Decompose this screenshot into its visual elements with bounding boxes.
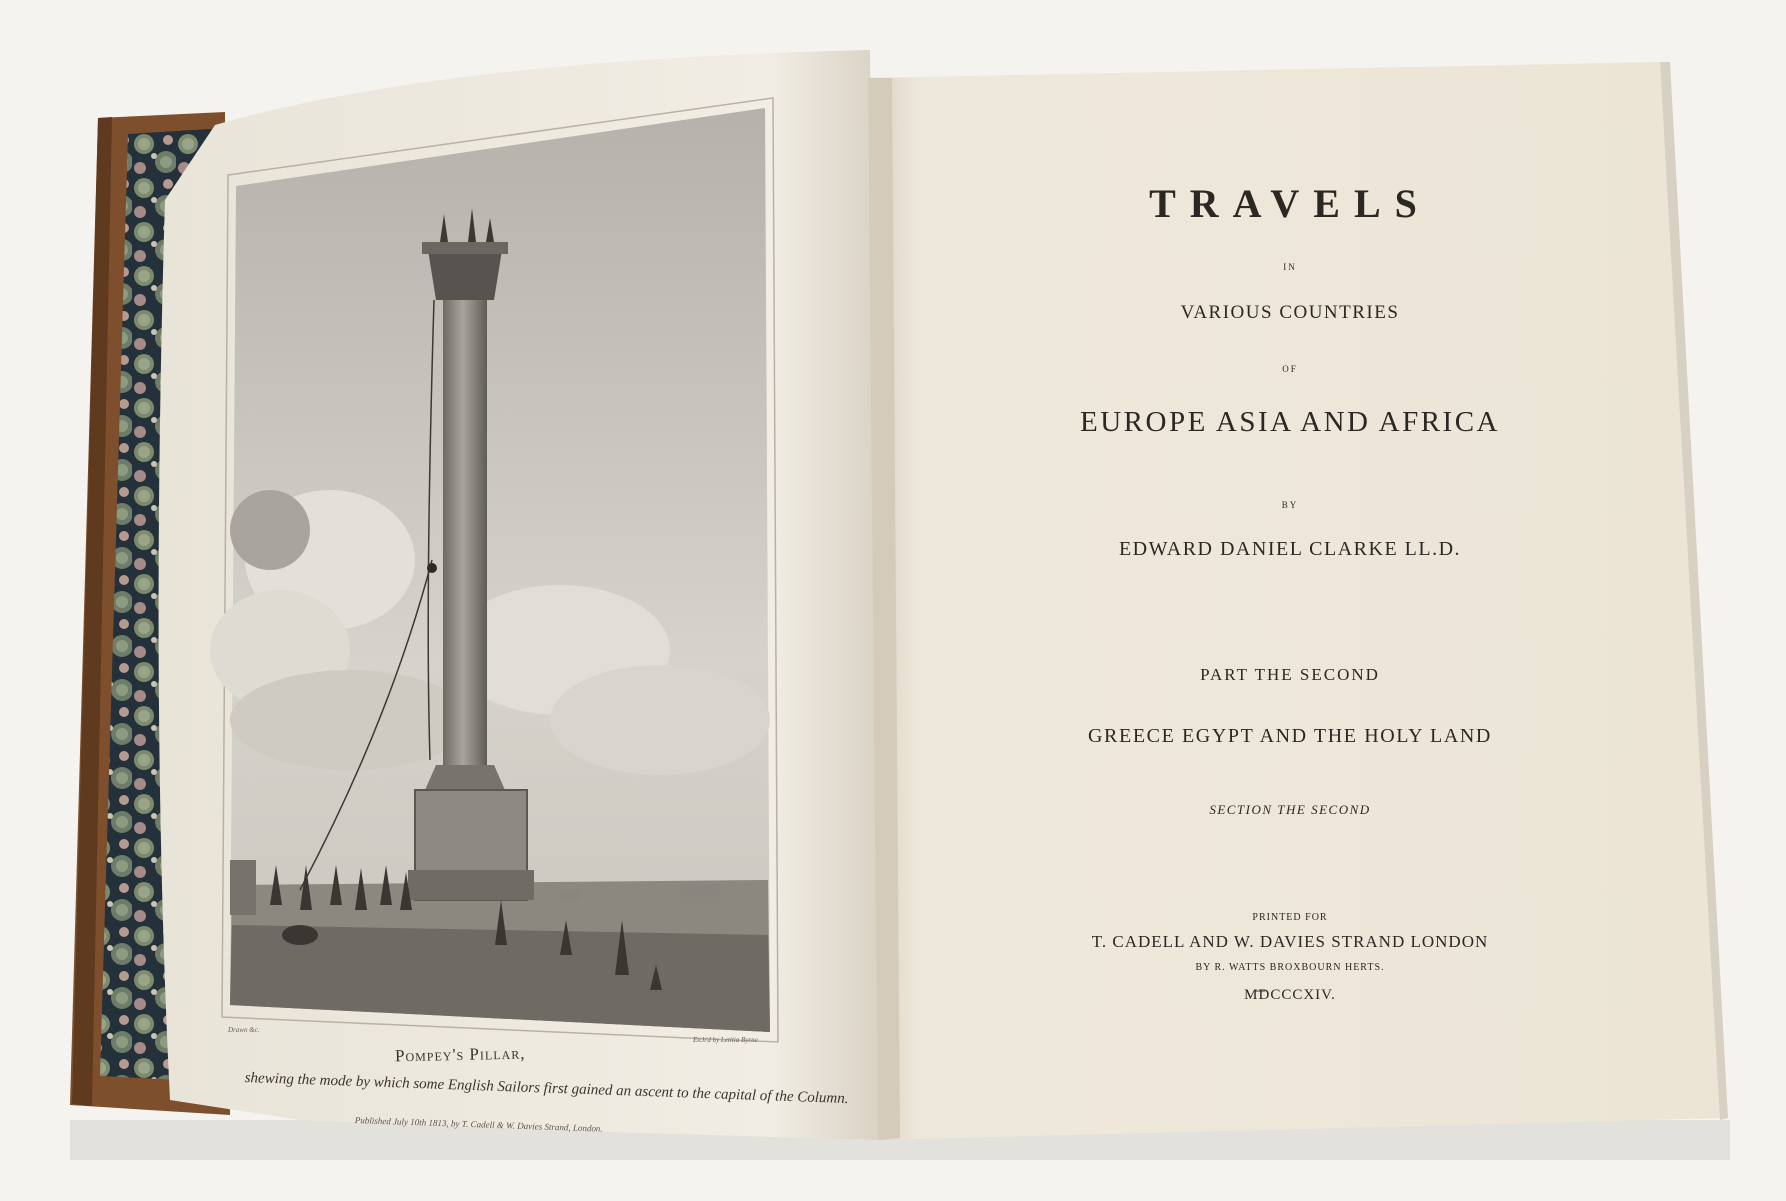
plate-drawn-credit: Drawn &c. bbox=[228, 1026, 260, 1034]
part-heading: PART THE SECOND bbox=[1200, 665, 1380, 684]
author-name: EDWARD DANIEL CLARKE LL.D. bbox=[1118, 538, 1462, 560]
title-regions: EUROPE ASIA AND AFRICA bbox=[1080, 406, 1500, 438]
printed-for: PRINTED FOR bbox=[1252, 912, 1328, 923]
book-title: TRAVELS bbox=[1149, 181, 1431, 226]
section-heading: SECTION THE SECOND bbox=[1209, 802, 1371, 817]
publication-year: MDCCCXIV. bbox=[1244, 987, 1336, 1003]
plate-publication-line: Published July 10th 1813, by T. Cadell & W. Davies Strand, London. bbox=[354, 1115, 603, 1134]
plate-description: shewing the mode by which some English Sailors first gained an ascent to the capital of the Column. bbox=[244, 1070, 849, 1108]
part-regions: GREECE EGYPT AND THE HOLY LAND bbox=[1088, 725, 1492, 747]
pompeys-pillar-engraving bbox=[210, 108, 770, 1032]
printer: BY R. WATTS BROXBOURN HERTS. bbox=[1195, 962, 1385, 973]
title-by: BY bbox=[1281, 500, 1299, 510]
plate-title: Pompey's Pillar, bbox=[394, 1043, 526, 1066]
publishers: T. CADELL AND W. DAVIES STRAND LONDON bbox=[1091, 932, 1489, 951]
plate-etched-credit: Etch'd by Letitia Byrne bbox=[693, 1036, 758, 1044]
title-in: IN bbox=[1283, 262, 1297, 272]
title-of: OF bbox=[1282, 364, 1298, 374]
title-page bbox=[870, 160, 1710, 1040]
title-subtitle: VARIOUS COUNTRIES bbox=[1180, 302, 1400, 323]
